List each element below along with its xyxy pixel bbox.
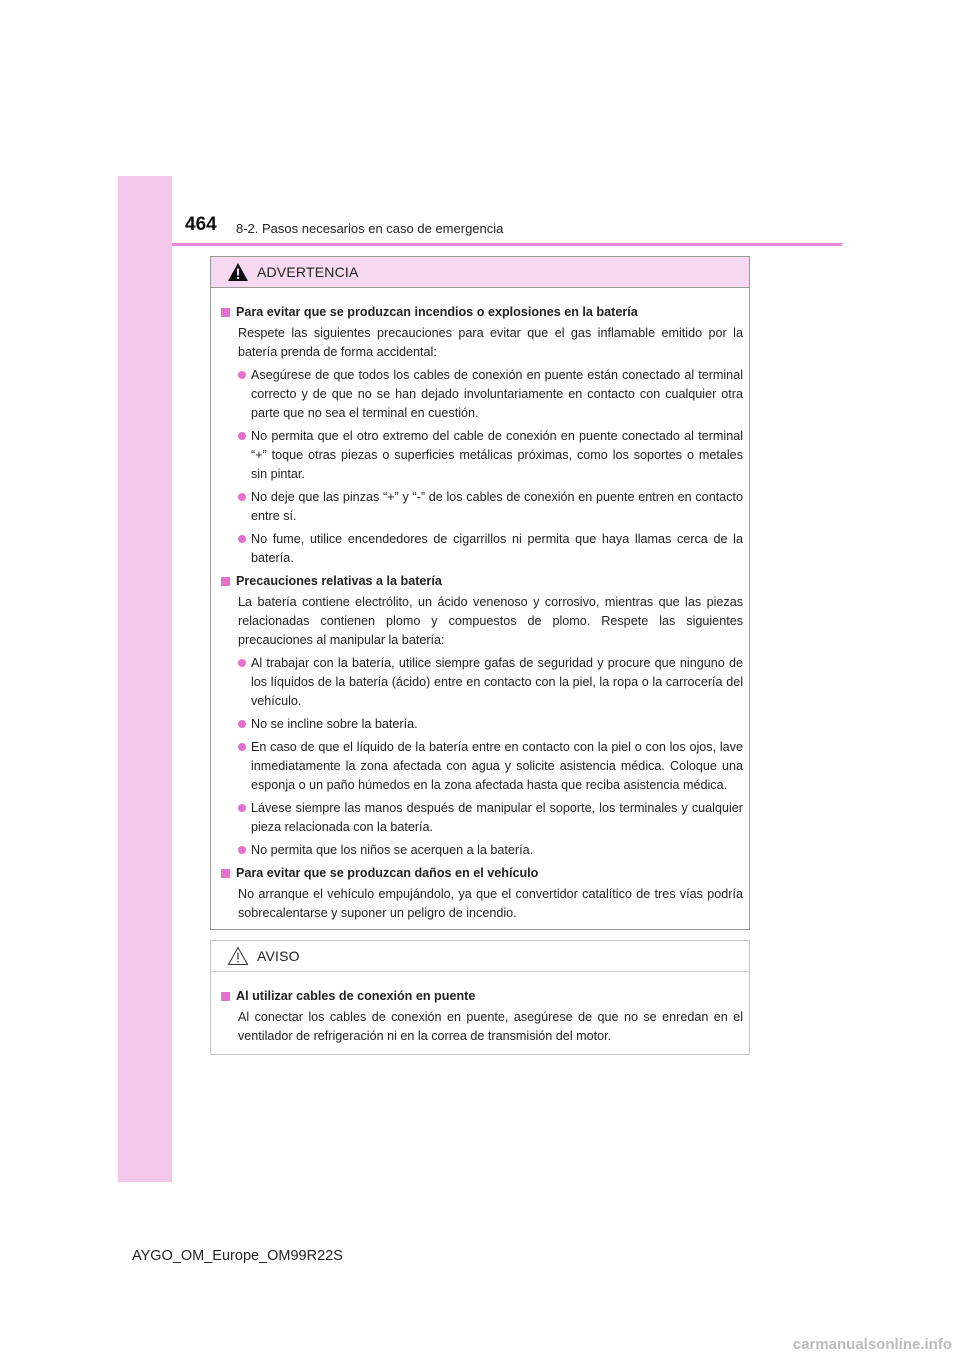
square-bullet-icon [221,308,230,317]
notice-box-body [211,972,749,1046]
warning-box [210,256,750,930]
round-bullet-icon [238,846,246,854]
section-heading: Para evitar que se produzcan incendios o explosiones en la batería [221,303,743,322]
section-heading: Para evitar que se produzcan daños en el vehículo [221,864,743,883]
square-bullet-icon [221,869,230,878]
page-number: 464 [185,214,217,235]
header-rule [172,243,842,246]
list-item: No se incline sobre la batería. [238,715,743,734]
round-bullet-icon [238,659,246,667]
square-bullet-icon [221,577,230,586]
watermark: carmanualsonline.info [792,1336,952,1353]
list-item: No fume, utilice encendedores de cigarrillos ni permita que haya llamas cerca de la batería. [238,530,743,568]
round-bullet-icon [238,804,246,812]
section-heading: Al utilizar cables de conexión en puente [221,987,743,1006]
list-item: Lávese siempre las manos después de manipular el soporte, los terminales y cualquier pieza relacionada con la batería. [238,799,743,837]
list-item: No permita que los niños se acerquen a la batería. [238,841,743,860]
round-bullet-icon [238,743,246,751]
section-intro: La batería contiene electrólito, un ácido venenoso y corrosivo, mientras que las piezas relacionadas contienen plomo y compuestos de plomo. Respete las siguientes precauciones al manipular la batería: [238,595,743,647]
warning-triangle-icon [227,262,249,282]
notice-box-title: AVISO [257,948,300,964]
list-item: Asegúrese de que todos los cables de conexión en puente están conectado al terminal correcto y de que no se han dejado involuntariamente en contacto con cualquier otra parte que no sea el terminal en cuestión. [238,366,743,423]
warning-box-title: ADVERTENCIA [257,264,359,280]
section-intro: Al conectar los cables de conexión en puente, asegúrese de que no se enredan en el ventilador de refrigeración ni en la correa de transmisión del motor. [238,1010,743,1043]
round-bullet-icon [238,371,246,379]
square-bullet-icon [221,992,230,1001]
list-item: No deje que las pinzas “+” y “-” de los cables de conexión en puente entren en contacto entre sí. [238,488,743,526]
warning-box-header [211,257,749,288]
round-bullet-icon [238,535,246,543]
caution-triangle-icon [227,946,249,966]
section-intro: No arranque el vehículo empujándolo, ya que el convertidor catalítico de tres vías podría sobrecalentarse y suponer un peligro de incendio. [238,887,743,920]
document-code: AYGO_OM_Europe_OM99R22S [132,1248,343,1264]
notice-box [210,940,750,1055]
round-bullet-icon [238,720,246,728]
notice-box-header [211,941,749,972]
section-intro: Respete las siguientes precauciones para evitar que el gas inflamable emitido por la batería prenda de forma accidental: [238,326,743,359]
list-item: Al trabajar con la batería, utilice siempre gafas de seguridad y procure que ninguno de los líquidos de la batería (ácido) entre en contacto con la piel, la ropa o la carrocería del vehículo. [238,654,743,711]
list-item: En caso de que el líquido de la batería entre en contacto con la piel o con los ojos, lave inmediatamente la zona afectada con agua y solicite asistencia médica. Coloque una esponja o un paño húmedos en la zona afectada hasta que reciba asistencia médica. [238,738,743,795]
round-bullet-icon [238,432,246,440]
round-bullet-icon [238,493,246,501]
list-item: No permita que el otro extremo del cable de conexión en puente conectado al terminal “+” toque otras piezas o superficies metálicas próximas, como los soportes o metales sin pintar. [238,427,743,484]
warning-box-body [211,288,749,923]
chapter-side-tab [118,176,172,1182]
section-title: 8-2. Pasos necesarios en caso de emergencia [236,221,504,236]
section-heading: Precauciones relativas a la batería [221,572,743,591]
